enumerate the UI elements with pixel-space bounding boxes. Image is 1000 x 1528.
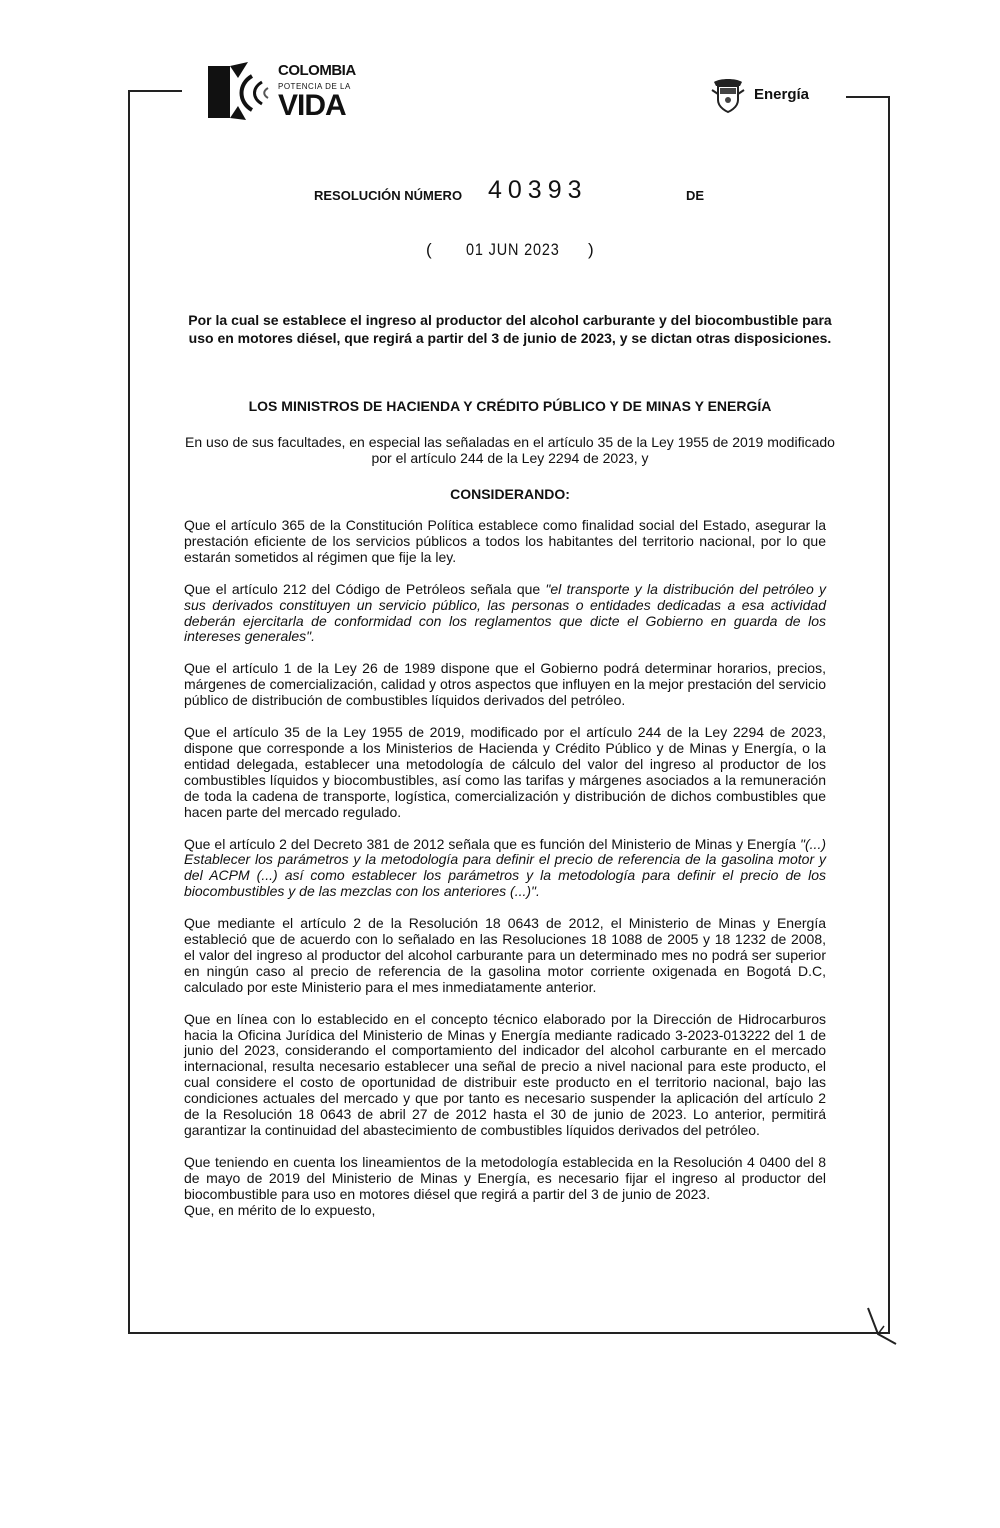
paragraph: Que el artículo 1 de la Ley 26 de 1989 dispone que el Gobierno podrá determinar horarios, precios, márgenes de comercialización, calidad y otros aspectos que influyen en la mejor prestación del servicio público de distribución de combustibles líquidos derivados del petróleo. xyxy=(184,660,826,709)
colombia-logo xyxy=(208,60,378,124)
frame-top-right-line xyxy=(846,96,890,98)
paragraph-text: Que el artículo 2 del Decreto 381 de 2012 señala que es función del Ministerio de Minas y Energía xyxy=(184,835,801,852)
resolution-de-label: DE xyxy=(686,188,705,203)
frame-bottom-line xyxy=(128,1332,890,1334)
date-paren-close: ) xyxy=(588,240,594,259)
paragraph-quote: "el transporte y la distribución del petróleo y sus derivados constituyen un servicio público, las personas o entidades dedicadas a esa actividad deberán ejercitarla de conformidad con los reglamentos que dicte el Gobierno en guarda de los intereses generales". xyxy=(184,580,826,645)
date-paren-open: ( xyxy=(426,240,432,259)
resolution-title: Por la cual se establece el ingreso al productor del alcohol carburante y del biocombustible para uso en motores diésel, que regirá a partir del 3 de junio de 2023, y se dictan otras disposiciones. xyxy=(188,312,832,346)
resolution-label: RESOLUCIÓN NÚMERO xyxy=(314,188,463,203)
paragraph xyxy=(184,837,826,901)
considerations-body xyxy=(184,518,826,1219)
paragraph: Que mediante el artículo 2 de la Resolución 18 0643 de 2012, el Ministerio de Minas y Energía estableció que de acuerdo con lo señalado en las Resoluciones 18 1088 de 2005 y 18 1232 de 2008, el valor del ingreso al productor del alcohol carburante para un determinado mes no podrá ser superior en ningún caso al precio de referencia de la gasolina motor corriente oxigenada en Bogotá D.C, calculado por este Ministerio para el mes inmediatamente anterior. xyxy=(184,915,826,995)
logo-line-country: COLOMBIA xyxy=(278,62,356,79)
logo-line-vida: VIDA xyxy=(278,89,346,122)
energia-logo xyxy=(708,76,828,116)
coat-of-arms-icon xyxy=(708,76,748,116)
paragraph xyxy=(184,582,826,646)
frame-right-line xyxy=(888,96,890,1334)
paragraph: Que teniendo en cuenta los lineamientos de la metodología establecida en la Resolución 4 0400 del 8 de mayo de 2019 del Ministerio de Minas y Energía, es necesario fijar el ingreso al productor del biocombustible para uso en motores diésel que regirá a partir del 3 de junio de 2023. xyxy=(184,1153,826,1202)
colombia-wave-icon xyxy=(208,60,272,122)
paragraph: Que, en mérito de lo expuesto, xyxy=(184,1201,376,1218)
paragraph: Que el artículo 365 de la Constitución Política establece como finalidad social del Estado, asegurar la prestación eficiente de los servicios públicos a todos los habitantes del territorio nacional, por lo que estarán sometidos al régimen que fije la ley. xyxy=(184,517,826,565)
paragraph: Que en línea con lo establecido en el concepto técnico elaborado por la Dirección de Hidrocarburos hacia la Oficina Jurídica del Ministerio de Minas y Energía mediante radicado 3-2023-013222 del 1 de junio del 2023, considerando el comportamiento del indicador del alcohol carburante en el mercado internacional, resulta necesario establecer una señal de precio a nivel nacional para este producto, el cual considere el costo de oportunidad de distribuir este producto en el territorio nacional, bajo las condiciones actuales del mercado y que por tanto es necesario suspender la aplicación del artículo 2 de la Resolución 18 0643 de abril 27 de 2012 hasta el 30 de junio de 2023. Lo anterior, permitirá garantizar la continuidad del abastecimiento de combustibles líquidos derivados del petróleo. xyxy=(184,1010,826,1138)
paragraph-text: Que el artículo 212 del Código de Petróleos señala que xyxy=(184,580,546,597)
energia-label: Energía xyxy=(754,86,810,103)
frame-left-line xyxy=(128,90,130,1334)
ministers-heading: LOS MINISTROS DE HACIENDA Y CRÉDITO PÚBLICO Y DE MINAS Y ENERGÍA xyxy=(248,398,772,414)
uso-facultades-text: En uso de sus facultades, en especial las señaladas en el artículo 35 de la Ley 1955 de 2019 modificado por el artículo 244 de la Ley 2294 de 2023, y xyxy=(185,434,835,466)
frame-top-left-line xyxy=(128,90,182,92)
paragraph-quote: "(...) Establecer los parámetros y la metodología para definir el precio de referencia de la gasolina motor y del ACPM (...) así como establecer los parámetros y la metodología para definir el precio de los biocombustibles y de las mezclas con los anteriores (...)". xyxy=(184,835,826,900)
check-mark-icon xyxy=(866,1304,900,1350)
paragraph: Que el artículo 35 de la Ley 1955 de 2019, modificado por el artículo 244 de la Ley 2294 de 2023, dispone que corresponde a los Ministerios de Hacienda y Crédito Público y de Minas y Energía, o la entidad delegada, establecer una metodología de cálculo del valor del ingreso al productor de los combustibles líquidos y biocombustibles, así como las tarifas y márgenes asociados a la remuneración de toda la cadena de transporte, logística, comercialización y distribución de dichos combustibles que hacen parte del mercado regulado. xyxy=(184,724,826,820)
resolution-date: 01 JUN 2023 xyxy=(466,240,560,259)
logo-line-tagline: POTENCIA DE LA xyxy=(278,82,351,91)
considerando-heading: CONSIDERANDO: xyxy=(450,486,570,502)
resolution-number: 40393 xyxy=(488,176,588,204)
